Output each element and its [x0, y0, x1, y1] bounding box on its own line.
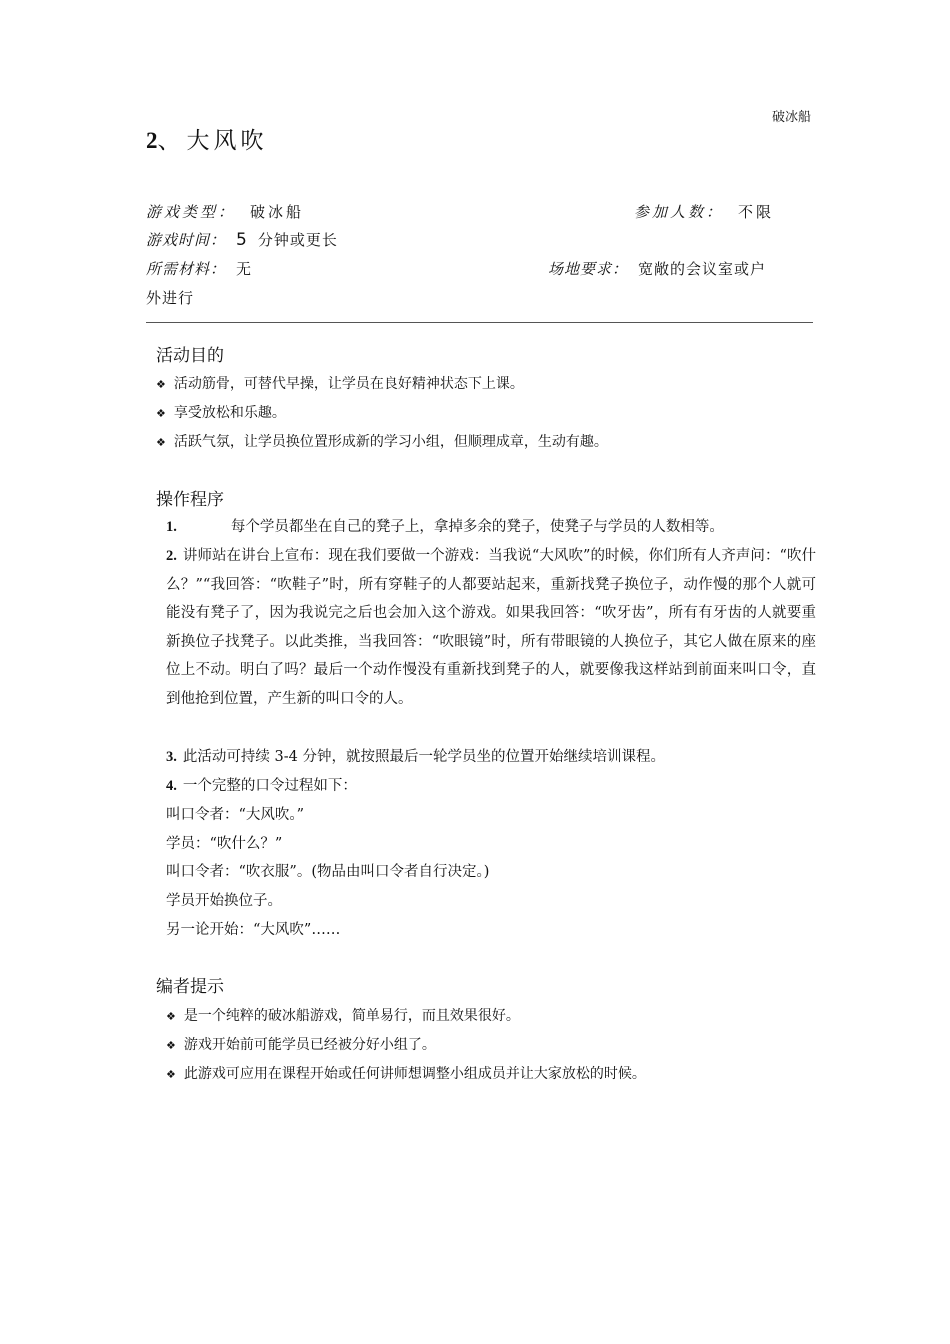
venue-label: 场地要求： — [548, 260, 629, 278]
materials — [146, 258, 252, 279]
step-number: 1. — [166, 519, 177, 535]
purpose-title: 活动目的 — [156, 346, 224, 366]
dialogue-line: 叫口令者：“大风吹。” — [166, 807, 305, 823]
diamond-bullet-icon: ❖ — [156, 436, 166, 449]
venue-value: 宽敞的会议室或户 — [638, 260, 767, 278]
participants — [634, 201, 774, 222]
title-text: 大风吹 — [186, 128, 268, 154]
time-number: 5 — [236, 230, 248, 250]
tip-item: ❖ 是一个纯粹的破冰船游戏，简单易行，而且效果很好。 — [166, 1008, 520, 1024]
tip-item: ❖ 游戏开始前可能学员已经被分好小组了。 — [166, 1037, 436, 1053]
materials-label: 所需材料： — [146, 260, 227, 278]
procedure-step-3: 3. 此活动可持续 3-4 分钟，就按照最后一轮学员坐的位置开始继续培训课程。 — [166, 749, 665, 765]
dialogue-line: 另一论开始：“大风吹”…… — [166, 922, 341, 938]
participants-value: 不限 — [738, 203, 775, 221]
step-number: 2. — [166, 548, 177, 564]
diamond-bullet-icon: ❖ — [166, 1068, 176, 1081]
game-type — [146, 201, 304, 222]
title-separator: 、 — [157, 128, 181, 154]
header-category-tag: 破冰船 — [772, 110, 812, 125]
purpose-item: ❖ 活动筋骨，可替代早操，让学员在良好精神状态下上课。 — [156, 376, 524, 392]
procedure-title: 操作程序 — [156, 490, 224, 510]
materials-value: 无 — [236, 260, 253, 278]
diamond-bullet-icon: ❖ — [156, 378, 166, 391]
procedure-step-2: 2. 讲师站在讲台上宣布：现在我们要做一个游戏：当我说“大风吹”的时候，你们所有人齐声问：“吹什么？”“我回答：“吹鞋子”时，所有穿鞋子的人都要站起来，重新找凳子换位子，动作慢的那个人就可能没有凳子了，因为我说完之后也会加入这个游戏。如果我回答：“吹牙齿”，所有有牙齿的人就要重新换位子找凳子。以此类推，当我回答：“吹眼镜”时，所有带眼镜的人换位子，其它人做在原来的座位上不动。明白了吗？最后一个动作慢没有重新找到凳子的人，就要像我这样站到前面来叫口令，直到他抢到位置，产生新的叫口令的人。 — [166, 548, 816, 707]
tips-title: 编者提示 — [156, 977, 224, 997]
dialogue-line: 学员开始换位子。 — [166, 893, 282, 909]
tip-item: ❖ 此游戏可应用在课程开始或任何讲师想调整小组成员并让大家放松的时候。 — [166, 1066, 646, 1082]
game-type-value: 破冰船 — [250, 203, 305, 221]
procedure-step-4: 4. 一个完整的口令过程如下： — [166, 778, 357, 794]
diamond-bullet-icon: ❖ — [156, 407, 166, 420]
venue — [548, 258, 766, 279]
venue-value-continued: 外进行 — [146, 289, 195, 307]
purpose-item: ❖ 享受放松和乐趣。 — [156, 405, 286, 421]
time-unit: 分钟或更长 — [257, 231, 338, 249]
game-type-label: 游戏类型： — [146, 203, 237, 221]
time-label: 游戏时间： — [146, 231, 227, 249]
page-title — [146, 122, 268, 155]
dialogue-line: 学员：“吹什么？” — [166, 836, 283, 852]
diamond-bullet-icon: ❖ — [166, 1039, 176, 1052]
step-number: 3. — [166, 749, 177, 765]
step-number: 4. — [166, 778, 177, 794]
title-number: 2 — [146, 128, 158, 153]
game-time — [146, 229, 338, 250]
divider-rule — [146, 322, 813, 323]
purpose-item: ❖ 活跃气氛，让学员换位置形成新的学习小组，但顺理成章，生动有趣。 — [156, 434, 608, 450]
dialogue-line: 叫口令者：“吹衣服”。(物品由叫口令者自行决定。) — [166, 864, 490, 880]
participants-label: 参加人数： — [634, 203, 725, 221]
diamond-bullet-icon: ❖ — [166, 1010, 176, 1023]
procedure-step-1: 1. 每个学员都坐在自己的凳子上，拿掉多余的凳子，使凳子与学员的人数相等。 — [166, 519, 724, 535]
